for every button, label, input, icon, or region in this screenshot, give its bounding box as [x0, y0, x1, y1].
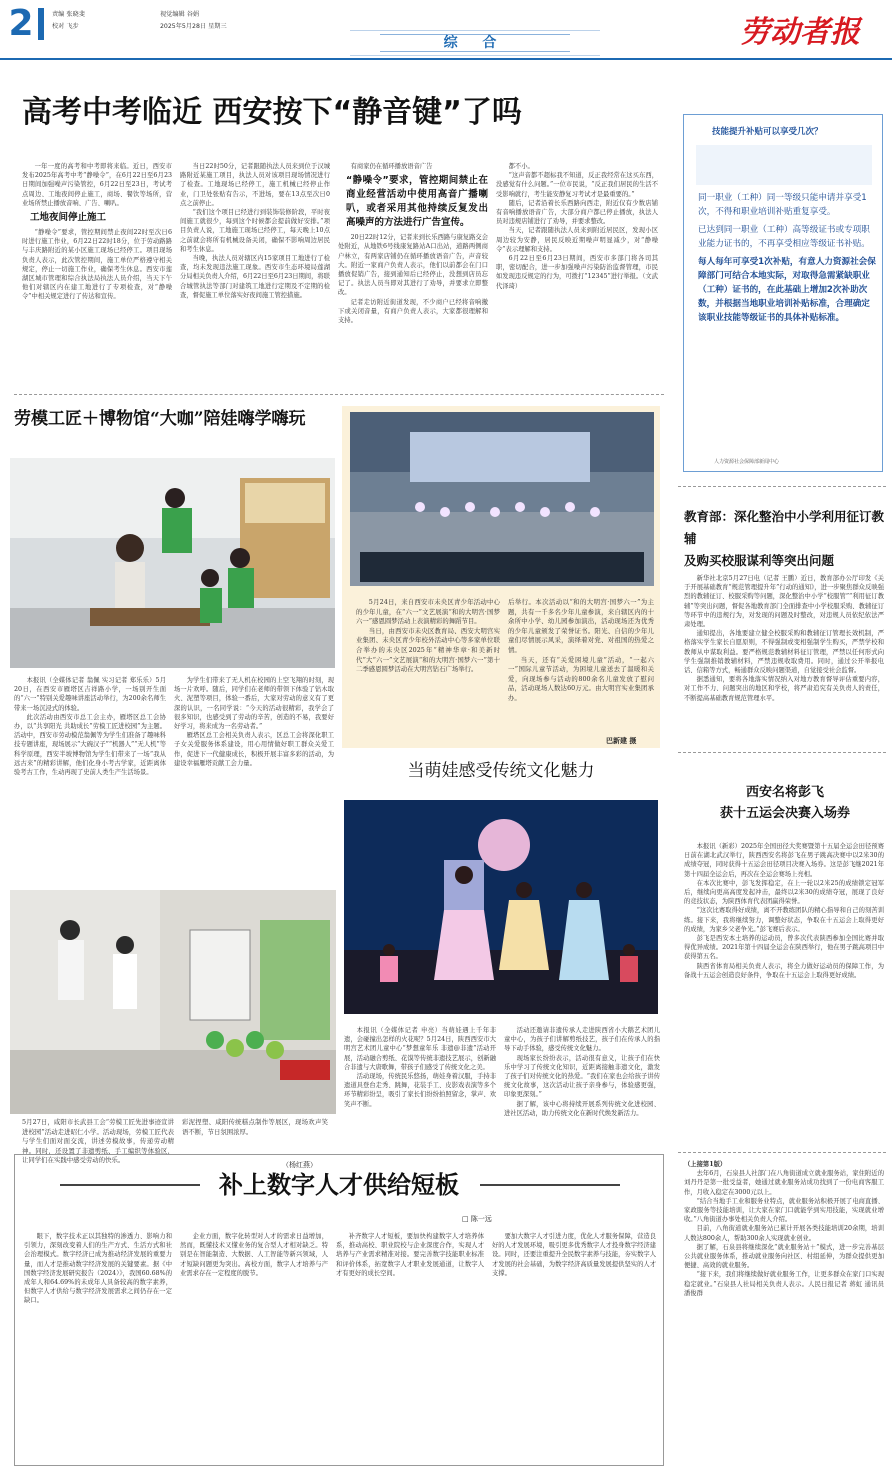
heritage-stage-photo — [344, 800, 658, 1014]
policy-qa-box — [683, 114, 883, 472]
exhibition-caption-b: 彩泥捏塑、咸阳传统糕点制作等展区，现场欢声笑语不断，节日氛围浓厚。 — [182, 1118, 328, 1136]
lead-headline: 高考中考临近 西安按下“静音键”了吗 — [22, 95, 522, 130]
athlete-body: 本报讯（新彩）2025年全国田径大奖赛暨第十五届全运会田径预赛日前在湖北武汉举行，陕西西安名将彭飞在男子跳高决赛中以2米30的成绩夺冠，同时获得十五运会田径项目决赛入场券。这是彭飞继2021年第十四届全运会后，再次在全运会赛场上亮相。 在本次比赛中，彭飞发挥稳定，在上一轮以2米25的成绩锁定冠军后，继续向更高高度发起冲击，最终以2米30的成绩夺冠，展现了良好的竞技状态，为陕西体育代表团赢得荣誉。 “这次比赛取得好成绩，离不开教练团队的精心指导和自己的刻苦训练。接下来，我将继续努力，调整好状态，争取在十五运会上取得更好的成绩，为家乡父老争光。”彭飞赛后表示。 彭飞是西安本土培养的运动员，曾多次代表陕西参加全国比赛并取得优异成绩。2021年第十四届全运会在陕西举行，他在男子跳高项目中获得第五名。 陕西省体育局相关负责人表示，将全力做好运动员的保障工作，为备战十五运会创造良好条件，争取在十五运会上取得更好成绩。 — [684, 843, 884, 979]
festival-caption-right: 后举行。本次活动以“和的大明宫·国梦六一”为主题，共有一千多名少年儿童参演，来自辖区内的十余所中小学、幼儿园参加演出，活动现场还为优秀的少年儿童颁发了荣誉证书。阳光、自信的少年儿童们尽情展示风采，演绎着对党、对祖国的热爱之情。 当天，还有“关爱困境儿童”活动，“一起六一”国际儿童节活动，为困境儿童送去了温暖和关爱，向现场参与活动的800余名儿童发放了慰问品，活动现场人数达60万元。由大明宫实业集团承办。 — [508, 598, 654, 702]
lead-column-2: 当日22时50分，记者跟随执法人员来到位于汉城路附近某施工项目，执法人员对该项目现场情况进行了检查。工地现场已经停工，施工机械已经停止作业，门卫处张贴有告示，不进场，要在13点至次日0点之前停止。 “我们这个项目已经进行到装饰装修阶段，平时夜间施工就很少，每到这个时候都会提前做好安排。”项目负责人说，工地施工现场已经停工，每天晚上10点之前就会将所有机械设备关闭，确保不影响周边居民和考生休息。 当晚，执法人员对辖区内15家项目工地进行了检查，均未发现违法施工现象。西安市生态环境局莲湖分局相关负责人介绍，6月22日至6月23日期间，将联合城管执法等部门对建筑工地进行定期及不定期的检查，督促施工单位落实好夜间施工管控措施。 — [180, 163, 330, 299]
lead-column-1: 一年一度的高考和中考即将来临。近日，西安市发布2025年高考中考“静噪令”，在6月22日至6月23日期间加强噪声污染管控，6月22日至23日，考试考点周边、工地夜间停止施工，商场、餐饮等场所，营业场所禁止播放音响、广告、喇叭。 工地夜间停止施工 “静噪令”要求，管控期间禁止夜间22时至次日6时进行施工作业，6月22日22时18分，位于劳动路路与丰庆路附近的某小区施工现场已经停工。项目现场负责人表示，此次管控期间，施工单位严格遵守相关规定，停止一切施工作业，确保考生休息。西安市莲湖区城市管理和综合执法局执法人员介绍，当天下午他们对辖区内在建工地进行了专项检查，对“静噪令”中相关规定进行了传达和宣传。 — [22, 163, 172, 301]
continued-divider — [678, 1152, 886, 1153]
qa-answer: 同一职业（工种）同一等级只能申请并享受1次，不得和职业培训补贴重复享受。 已达到同一职业（工种）高等级证书或专项职业能力证书的，不再享受相应等级证书补贴。 每人每年可享受1次补贴，有意人力资源社会保障部门可结合本地实际，对取得急需紧缺职业（工种）证书的，在此基础上增加2次补助次数，并根据当地职业培训补贴标准，合理确定该职业技能等级证书的具体补贴标准。 — [698, 193, 876, 323]
athlete-headline: 西安名将彭飞 获十五运会决赛入场券 — [719, 785, 850, 821]
museum-column-1: 本报讯（全媒体记者 翁佩 实习记者 郑乐乐）5月20日，在西安市雁塔区吉祥路小学，一场别开生面的“六一”特别关爱趣味讲座活动举行，为200余名师生带来一场沉浸式的体验。 此次活动由西安市总工会主办，雁塔区总工会协办，以“共享阳光 共助成长”劳模工匠进校园”为主题。活动中，西安市劳动模范翁佩等为学生们准备了趣味科技专题讲座，现场展示“大碗汉子”“机器人”“无人机”等科学原理，西安半坡博物馆为学生们带来了一场“我从远古来”的精彩讲解，他们化身小考古学家，近距离体验考古工作，生动再现了史前人类生产生活场景。 — [14, 677, 166, 777]
ministry-body: 新华社北京5月27日电（记者 王鹏）近日，教育部办公厅印发《关于开展基础教育“规范管理提升年”行动的通知》，进一步聚焦群众反映强烈的教辅征订、校服采购等问题，深化整治中小学“校服管”“利用征订教辅”等突出问题，督促各地教育部门全面排查中小学校服采购、教辅征订等环节中的违规行为，对发现的问题及时整改，对违规人员依纪依法严肃处理。 通知提出，各地要建立健全校服采购和教辅征订管理长效机制，严格落实学生家长自愿原则，不得强制或变相强制学生购买，严禁学校和教师从中谋取利益。要严格规范教辅材料征订管理，严禁以任何形式向学生强制推销教辅材料，严禁违规收取费用。同时，通过公开举报电话、信箱等方式，畅通群众反映问题渠道，自觉接受社会监督。 据悉通知，要将各地落实情况纳入对地方教育督导评估重要内容，对工作不力、问题突出的地区和学校，将严肃追究有关负责人的责任，不断提高基础教育规范管理水平。 — [684, 575, 884, 702]
section-banner — [350, 30, 600, 56]
exhibition-photo — [10, 890, 336, 1114]
athlete-top-divider — [678, 752, 886, 753]
commentary-column-2: 企业方面，数字化转型对人才的需求日益增加，然而，既懂技术又懂业务的复合型人才相对缺乏。特别是在智能制造、大数据、人工智能等新兴领域，人才短缺问题更为突出。高校方面，数字人才培养与产业需求存在一定程度的脱节。 — [180, 1233, 328, 1277]
issue-date: 2025年5月28日 星期三 — [160, 23, 227, 30]
exhibition-caption: 5月27日，咸阳市长武县工会“劳模工匠先进事迹宣讲进校园”活动走进昭仁小学。活动现场，劳模工匠代表与学生们面对面交流，讲述劳模故事，传递劳动精神。同时，还设置了非遗剪纸、手工编织等体验区，让同学们在实践中感受劳动的快乐。 — [22, 1118, 174, 1165]
commentary-column-4: 要加大数字人才引进力度，优化人才服务保障，营造良好的人才发展环境，吸引更多优秀数字人才投身数字经济建设。同时，还要注重提升全民数字素养与技能，夯实数字人才发展的社会基础，为数字经济高质量发展提供坚实的人才支撑。 — [492, 1233, 656, 1277]
editor-credit: 责编 张晓斐 — [52, 11, 85, 18]
proof-credit: 校对 飞步 — [52, 23, 79, 30]
visual-credit: 视觉编辑 谷娟 — [160, 11, 200, 18]
heritage-column-2: 活动还邀请非遗传承人走进陕西省小大鹅艺术团儿童中心，为孩子们讲解剪纸技艺，孩子们在传承人的指导下动手体验，感受传统文化魅力。 现场家长纷纷表示，活动很有意义，让孩子们在快乐中学习了传统文化知识，近距离接触非遗文化，激发了孩子们对传统文化的热爱。“我们在家也会给孩子讲传统文化故事，这次活动让孩子亲身参与，体验感更强，印象更深刻。” 据了解，该中心将持续开展系列传统文化进校园、进社区活动，助力传统文化在新时代焕发新活力。 — [504, 1027, 660, 1117]
ministry-headline: 教育部：深化整治中小学利用征订教辅 及购买校服谋利等突出问题 — [684, 509, 885, 568]
commentary-column-3: 补齐数字人才短板，要加快构建数字人才培养体系，推动高校、职业院校与企业深度合作，实现人才培养与产业需求精准对接。要完善数字技能职业标准和评价体系，拓宽数字人才职业发展通道，让数字人才有更好的成长空间。 — [336, 1233, 484, 1277]
museum-column-2: 为学生们带来了无人机在校园的上空飞翔的时刻，现场一片欢呼。随后，同学们在老师的带领下体验了钻木取火、泥塑等项目，体验一番后，大家对劳动的意义有了更深的认识，一名同学说：“今天的活动很精彩，我学会了很多知识，也感受到了劳动的辛苦，创造的不易，我要好好学习，将来成为一名劳动者。” 雁塔区总工会相关负责人表示，区总工会将深化职工子女关爱服务体系建设，用心用情做好职工群众关爱工作，促进下一代健康成长，积极开展丰富多彩的活动，为建设幸福雁塔贡献工会力量。 — [174, 677, 334, 767]
headline-rule-right — [480, 1184, 620, 1186]
qa-decoration — [696, 145, 872, 185]
ministry-top-divider — [678, 486, 886, 487]
page-number-bar — [38, 8, 44, 40]
qa-question: 技能提升补贴可以享受几次？ — [712, 127, 823, 137]
headline-rule-left — [60, 1184, 200, 1186]
section-label: 综 合 — [380, 34, 570, 52]
festival-photographer: 巴新建 摄 — [606, 737, 637, 745]
museum-photo — [10, 458, 335, 668]
header-rule — [0, 58, 892, 60]
heritage-column-1: 本报讯（全媒体记者 申亮）当萌娃遇上千年非遗，会碰撞出怎样的火花呢？5月24日，陕西西安市大明宫艺术团儿童中心“梦想童年乐 非遗@非遗”活动开展，活动融合剪纸、花馍等传统非遗技艺展示，创新融合非遗与大唐歌舞，带孩子们感受了传统文化之美。 活动现场，传统民乐悠扬，萌娃身着汉服，手持非遗道具登台走秀、跳舞，花装手工、皮影戏表演等多个环节精彩纷呈，吸引了家长们纷纷拍照留念，掌声、欢笑声不断。 — [344, 1027, 496, 1108]
exhibition-author: （杨红燕） — [282, 1161, 317, 1169]
continued-body: （上接第1版） 去年6月，石泉县人社部门在八角街道成立就业服务站，家住附近的刘丹丹是第一批受益者，她通过就业服务站成功找到了一份电商客服工作，月收入稳定在3000元以上。 “结合当地手工业和服务业特点，就业服务站积极开展了电商直播、家政服务等技能培训，让大家在家门口就能学到实用技能，实现就业增收。”八角街道办事处相关负责人介绍。 目前，八角街道就业服务站已累计开展各类技能培训20余期，培训人数达800余人，帮助300余人实现就业创业。 据了解，石泉县将继续深化“就业服务站＋”模式，进一步完善基层公共就业服务体系，推动就业服务向社区、村组延伸，为群众提供更加便捷、高效的就业服务。 “接下来，我们将继续做好就业服务工作，让更多群众在家门口实现稳定就业。”石泉县人社局相关负责人表示。人民日报记者 蒋虹 通讯员 潘俊群 — [684, 1161, 884, 1297]
heritage-headline: 当萌娃感受传统文化魅力 — [407, 761, 595, 781]
commentary-headline: 补上数字人才供给短板 — [219, 1171, 459, 1199]
festival-caption-left: 5月24日，来自西安市未央区青少年活动中心的少年儿童，在“六一”文艺展演“和的大明宫·国梦六一”感恩圆梦活动上表演精彩的舞蹈节目。 当日，由西安市未央区教育局、西安大明宫实业集团、未央区青少年校外活动中心等多家单位联合举办的未央区2025年“精神华章·和美新时代”大“六一”文艺展演“和的大明宫·国梦六一”第十二季感恩圆梦活动在大明宫钻石广场举行。 — [356, 598, 500, 674]
commentary-author: □ 陈一远 — [462, 1215, 492, 1223]
newspaper-logo: 劳动者报 — [740, 15, 860, 50]
lead-column-3: 有商家仍在循环播放语音广告 “静噪令”要求，管控期间禁止在商业经营活动中使用高音广播喇叭，或者采用其他持续反复发出高噪声的方法进行广告宣传。 20日22时12分，记者来到长乐西路与康复路交会处附近，从地铁6号线康复路站A口出站，道路两侧商户林立，有两家店铺仍在循环播放语音广告，声音较大。附近一家商户负责人表示，他们以前都会在门口播放促销广告，接到通知后已经停止，没想到店员忘记了。执法人员当即对其进行了劝导，并要求立即整改。 记者走访附近街道发现，不少商户已经将音响撤下或关闭音量，有商户负责人表示，大家都很理解和支持。 — [338, 163, 488, 325]
qa-source: 人力资源社会保障部新闻中心 — [714, 459, 780, 465]
commentary-column-1: 眼下，数字技术正以其独特的渗透力、影响力和引领力，深刻改变着人们的生产方式、生活方式和社会治理模式。数字经济已成为推动经济发展的重要力量，而人才是推动数字经济发展的关键要素。据《中国数字经济发展研究报告（2024）》，我国60.68%的成年人和64.69%的未成年人具备较高的数字素养，但数字人才供给与数字经济发展需求之间仍存在一定缺口。 — [24, 1233, 172, 1305]
lead-column-4: 都不小。 “这声音都不超标我不知道，反正我经常在这买东西，没感觉有什么问题。”一位市民说，“反正我们居民的生活不受影响就行，考生能安静复习考试才是最重要的。” 随后，记者沿着长乐西路向西走，附近仅有少数店铺有音响播放语音广告，大部分商户都已停止播放，执法人员对违规店铺进行了劝导，并要求整改。 当天，记者跟随执法人员来到附近居民区，发现小区周边较为安静，居民反映近期噪声明显减少，对“静噪令”表示理解和支持。 6月22日至6月23日期间，西安市多部门将各司其职，密切配合，进一步加强噪声污染防治监督管理，市民如发现违反规定的行为，可拨打“12345”进行举报。（文武 代泽琦） — [496, 163, 658, 290]
lead-divider — [14, 394, 664, 395]
page-number: 2 — [8, 3, 34, 44]
museum-headline: 劳模工匠＋博物馆“大咖”陪娃嗨学嗨玩 — [14, 409, 306, 429]
festival-stage-photo — [350, 412, 654, 586]
